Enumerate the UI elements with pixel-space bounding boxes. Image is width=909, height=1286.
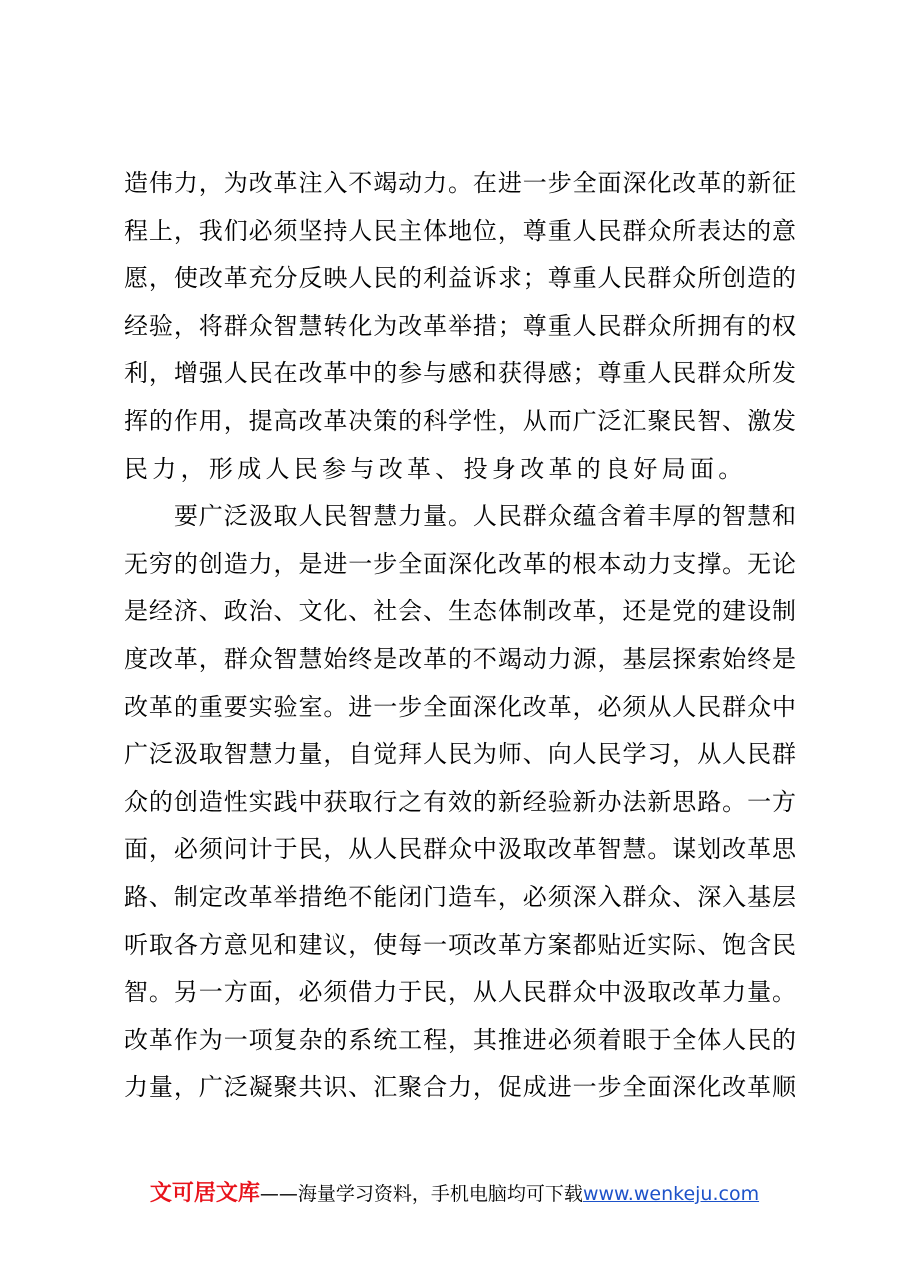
text-line: 度改革，群众智慧始终是改革的不竭动力源，基层探索始终是 — [124, 644, 796, 673]
document-body — [124, 160, 796, 1112]
text-line: 路、制定改革举措绝不能闭门造车，必须深入群众、深入基层 — [124, 882, 796, 911]
text-line: 广泛汲取智慧力量，自觉拜人民为师、向人民学习，从人民群 — [124, 740, 796, 769]
text-line: 是经济、政治、文化、社会、生态体制改革，还是党的建设制 — [124, 597, 796, 626]
text-line: 造伟力，为改革注入不竭动力。在进一步全面深化改革的新征 — [124, 169, 796, 197]
text-line: 程上，我们必须坚持人民主体地位，尊重人民群众所表达的意 — [124, 216, 796, 245]
text-line: 改革的重要实验室。进一步全面深化改革，必须从人民群众中 — [124, 692, 796, 721]
text-line: 利，增强人民在改革中的参与感和获得感；尊重人民群众所发 — [124, 359, 796, 388]
text-line: 要广泛汲取人民智慧力量。人民群众蕴含着丰厚的智慧和 — [124, 502, 796, 531]
footer-tagline: ——海量学习资料，手机电脑均可下载 — [259, 1183, 583, 1205]
text-line: 愿，使改革充分反映人民的利益诉求；尊重人民群众所创造的 — [124, 264, 796, 293]
text-line: 力量，广泛凝聚共识、汇聚合力，促成进一步全面深化改革顺 — [124, 1073, 796, 1102]
text-line: 挥的作用，提高改革决策的科学性，从而广泛汇聚民智、激发 — [124, 406, 796, 435]
text-line: 听取各方意见和建议，使每一项改革方案都贴近实际、饱含民 — [124, 930, 796, 959]
text-line: 面，必须问计于民，从人民群众中汲取改革智慧。谋划改革思 — [124, 835, 796, 864]
text-line: 众的创造性实践中获取行之有效的新经验新办法新思路。一方 — [124, 787, 796, 816]
text-line: 无穷的创造力，是进一步全面深化改革的根本动力支撑。无论 — [124, 549, 796, 578]
page-footer — [0, 1179, 909, 1209]
text-line: 经验，将群众智慧转化为改革举措；尊重人民群众所拥有的权 — [124, 311, 796, 340]
footer-brand: 文可居文库 — [149, 1181, 260, 1206]
footer-website-link[interactable]: www.wenkeju.com — [582, 1183, 760, 1205]
text-line: 改革作为一项复杂的系统工程，其推进必须着眼于全体人民的 — [124, 1025, 796, 1054]
text-line: 民力，形成人民参与改革、投身改革的良好局面。 — [124, 454, 747, 483]
text-line: 智。另一方面，必须借力于民，从人民群众中汲取改革力量。 — [124, 978, 796, 1007]
